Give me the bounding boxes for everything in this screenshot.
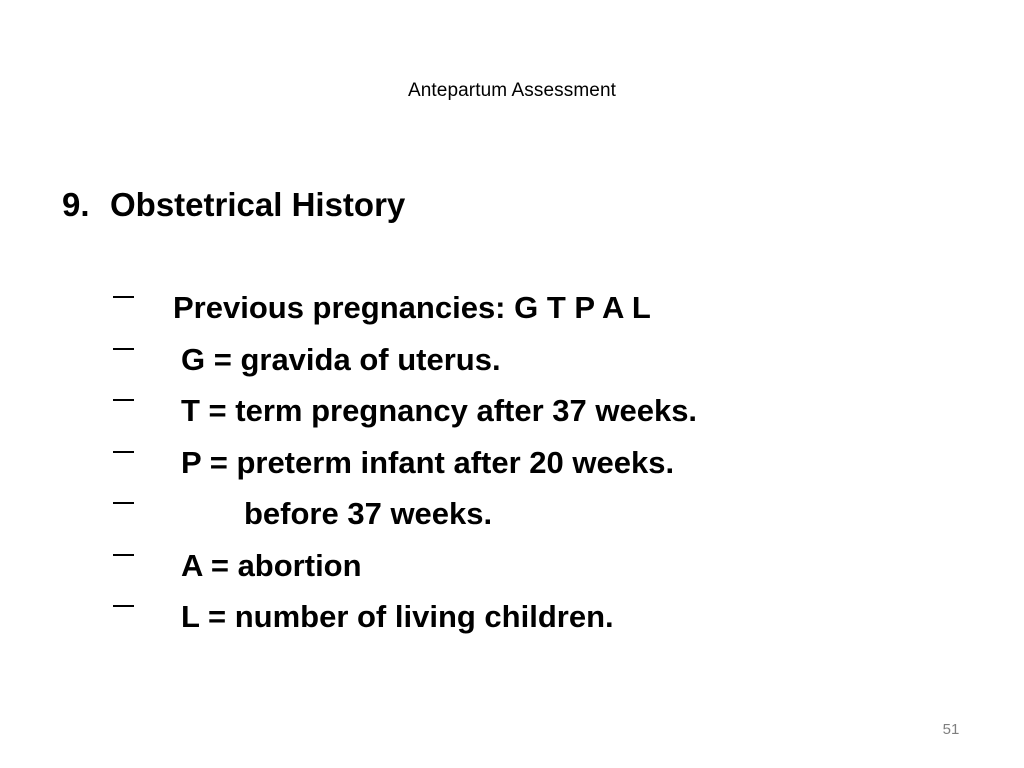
- dash-bullet-icon: [113, 451, 134, 453]
- list-item: [113, 288, 651, 340]
- section-number: 9.: [62, 186, 90, 223]
- dash-bullet-icon: [113, 348, 134, 350]
- dash-bullet-icon: [113, 296, 134, 298]
- dash-bullet-icon: [113, 399, 134, 401]
- bullet-text: G = gravida of uterus.: [181, 341, 501, 377]
- list-item: [113, 494, 493, 546]
- list-item: [113, 340, 501, 392]
- list-item: [113, 597, 614, 649]
- page-number: 51: [942, 721, 960, 738]
- bullet-list: [113, 288, 698, 649]
- bullet-text: T = term pregnancy after 37 weeks.: [181, 393, 698, 428]
- bullet-text: P = preterm infant after 20 weeks.: [181, 444, 675, 480]
- dash-bullet-icon: [113, 502, 134, 504]
- dash-bullet-icon: [113, 605, 134, 607]
- list-item: [113, 443, 675, 495]
- list-item: [113, 546, 362, 598]
- section-heading: [62, 186, 405, 224]
- dash-bullet-icon: [113, 554, 134, 556]
- slide-title: Antepartum Assessment: [407, 80, 617, 101]
- bullet-text: before 37 weeks.: [244, 496, 493, 531]
- bullet-text: Previous pregnancies: G T P A L: [173, 290, 651, 325]
- bullet-text: A = abortion: [181, 547, 362, 583]
- list-item: [113, 391, 698, 443]
- section-heading-text: Obstetrical History: [110, 186, 406, 223]
- bullet-text: L = number of living children.: [181, 599, 614, 634]
